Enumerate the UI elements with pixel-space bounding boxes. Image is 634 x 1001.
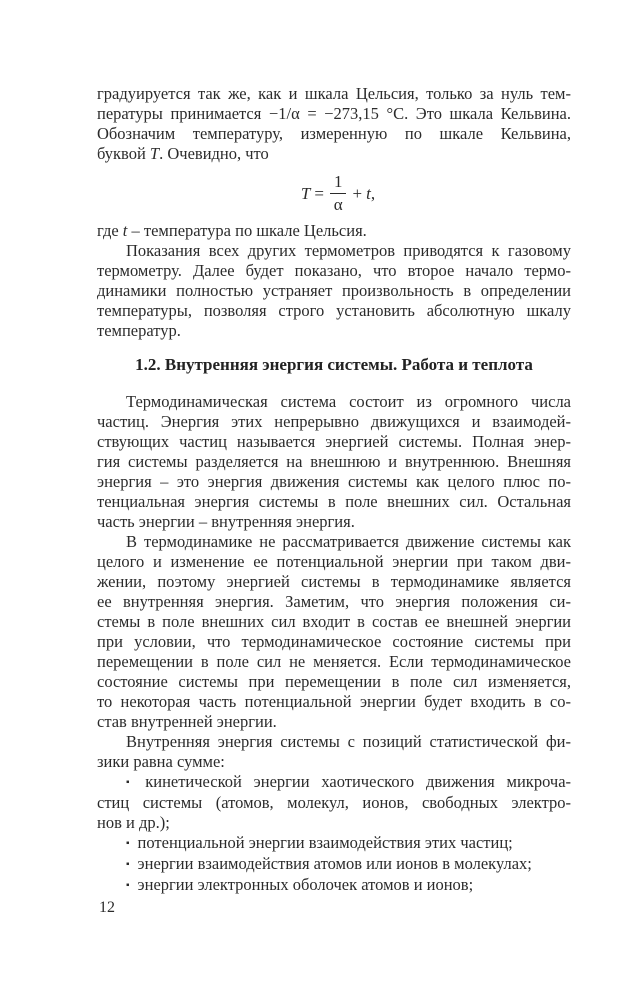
text-line: частиц. Энергия этих непрерывно движущихся и взаимодей- <box>97 412 571 431</box>
comma: , <box>370 183 376 203</box>
text-line: ▪ кинетической энергии хаотического движения микроча- <box>126 772 572 791</box>
text-line: нов и др.); <box>97 813 170 832</box>
text-line: ствующих частиц называется энергией системы. Полная энер- <box>97 432 571 451</box>
text-line: часть энергии – внутренняя энергия. <box>97 512 355 531</box>
text-line: динамики полностью устраняет произвольность в определении <box>97 281 571 300</box>
text-line: Термодинамическая система состоит из огромного числа <box>126 392 571 411</box>
page-number: 12 <box>99 899 115 916</box>
text-line: буквой Т. Очевидно, что <box>97 144 269 163</box>
text-line: Обозначим температуру, измеренную по шкале Кельвина, <box>97 124 571 143</box>
paragraph <box>97 221 571 241</box>
text-line: целого и изменение ее потенциальной энергии при таком дви- <box>97 552 571 571</box>
text-line: стемы в поле внешних сил входит в состав ее внешней энергии <box>97 612 571 631</box>
text-line: В термодинамике не рассматривается движение системы как <box>126 532 571 551</box>
text-line: градуируется так же, как и шкала Цельсия, только за нуль тем- <box>97 84 571 103</box>
text-line: состояние системы при перемещении в поле сил изменяется, <box>97 672 571 691</box>
paragraph <box>97 392 571 532</box>
fraction <box>330 172 347 215</box>
text-line: стиц системы (атомов, молекул, ионов, свободных электро- <box>97 793 571 812</box>
bullet-square-icon: ▪ <box>126 859 130 870</box>
text-line: Показания всех других термометров приводятся к газовому <box>126 241 571 260</box>
bullet-square-icon: ▪ <box>126 777 138 788</box>
page-content <box>97 84 571 896</box>
formula-var-t: t <box>366 183 371 203</box>
paragraph <box>97 84 571 164</box>
bullet-item <box>97 772 571 833</box>
text-line: ▪ потенциальной энергии взаимодействия этих частиц; <box>126 833 513 852</box>
text-line: термометру. Далее будет показано, что второе начало термо- <box>97 261 571 280</box>
text-line: ее внутренняя энергия. Заметим, что энергия положения си- <box>97 592 571 611</box>
text-line: то некоторая часть потенциальной энергии будет входить в со- <box>97 692 571 711</box>
fraction-denominator: α <box>333 195 343 214</box>
paragraph <box>97 732 571 772</box>
text-line: гия системы разделяется на внешнюю и внутреннюю. Внешняя <box>97 452 571 471</box>
bullet-square-icon: ▪ <box>126 880 130 891</box>
text-line: перемещении в поле сил не меняется. Если термодинамическое <box>97 652 571 671</box>
text-line: став внутренней энергии. <box>97 712 277 731</box>
bullet-item <box>97 854 571 875</box>
equation-kelvin-celsius <box>105 172 571 215</box>
text-line: жении, поэтому энергией системы в термодинамике является <box>97 572 571 591</box>
text-line: ▪ энергии электронных оболочек атомов и ионов; <box>126 875 474 894</box>
text-line: пературы принимается −1/α = −273,15 °С. Это шкала Кельвина. <box>97 104 571 123</box>
text-line: энергия – это энергия движения системы как целого плюс по- <box>97 472 571 491</box>
paragraph <box>97 532 571 732</box>
bullet-square-icon: ▪ <box>126 838 130 849</box>
text-line: где t – температура по шкале Цельсия. <box>97 221 367 240</box>
fraction-numerator: 1 <box>330 172 347 194</box>
bullet-item <box>97 875 571 896</box>
bullet-item <box>97 833 571 854</box>
text-line: температур. <box>97 321 181 340</box>
text-line: ▪ энергии взаимодействия атомов или ионов в молекулах; <box>126 854 532 873</box>
text-line: Внутренняя энергия системы с позиций статистической фи- <box>126 732 571 751</box>
equals-sign: = <box>314 183 324 203</box>
text-line: зики равна сумме: <box>97 752 225 771</box>
text-line: температуры, позволяя строго установить абсолютную шкалу <box>97 301 571 320</box>
plus-sign: + <box>352 183 363 203</box>
formula-var-T: T <box>300 183 311 203</box>
section-heading: 1.2. Внутренняя энергия системы. Работа и теплота <box>135 355 533 374</box>
paragraph <box>97 241 571 341</box>
text-line: тенциальная энергия системы в поле внешних сил. Остальная <box>97 492 571 511</box>
text-line: при условии, что термодинамическое состояние системы при <box>97 632 571 651</box>
